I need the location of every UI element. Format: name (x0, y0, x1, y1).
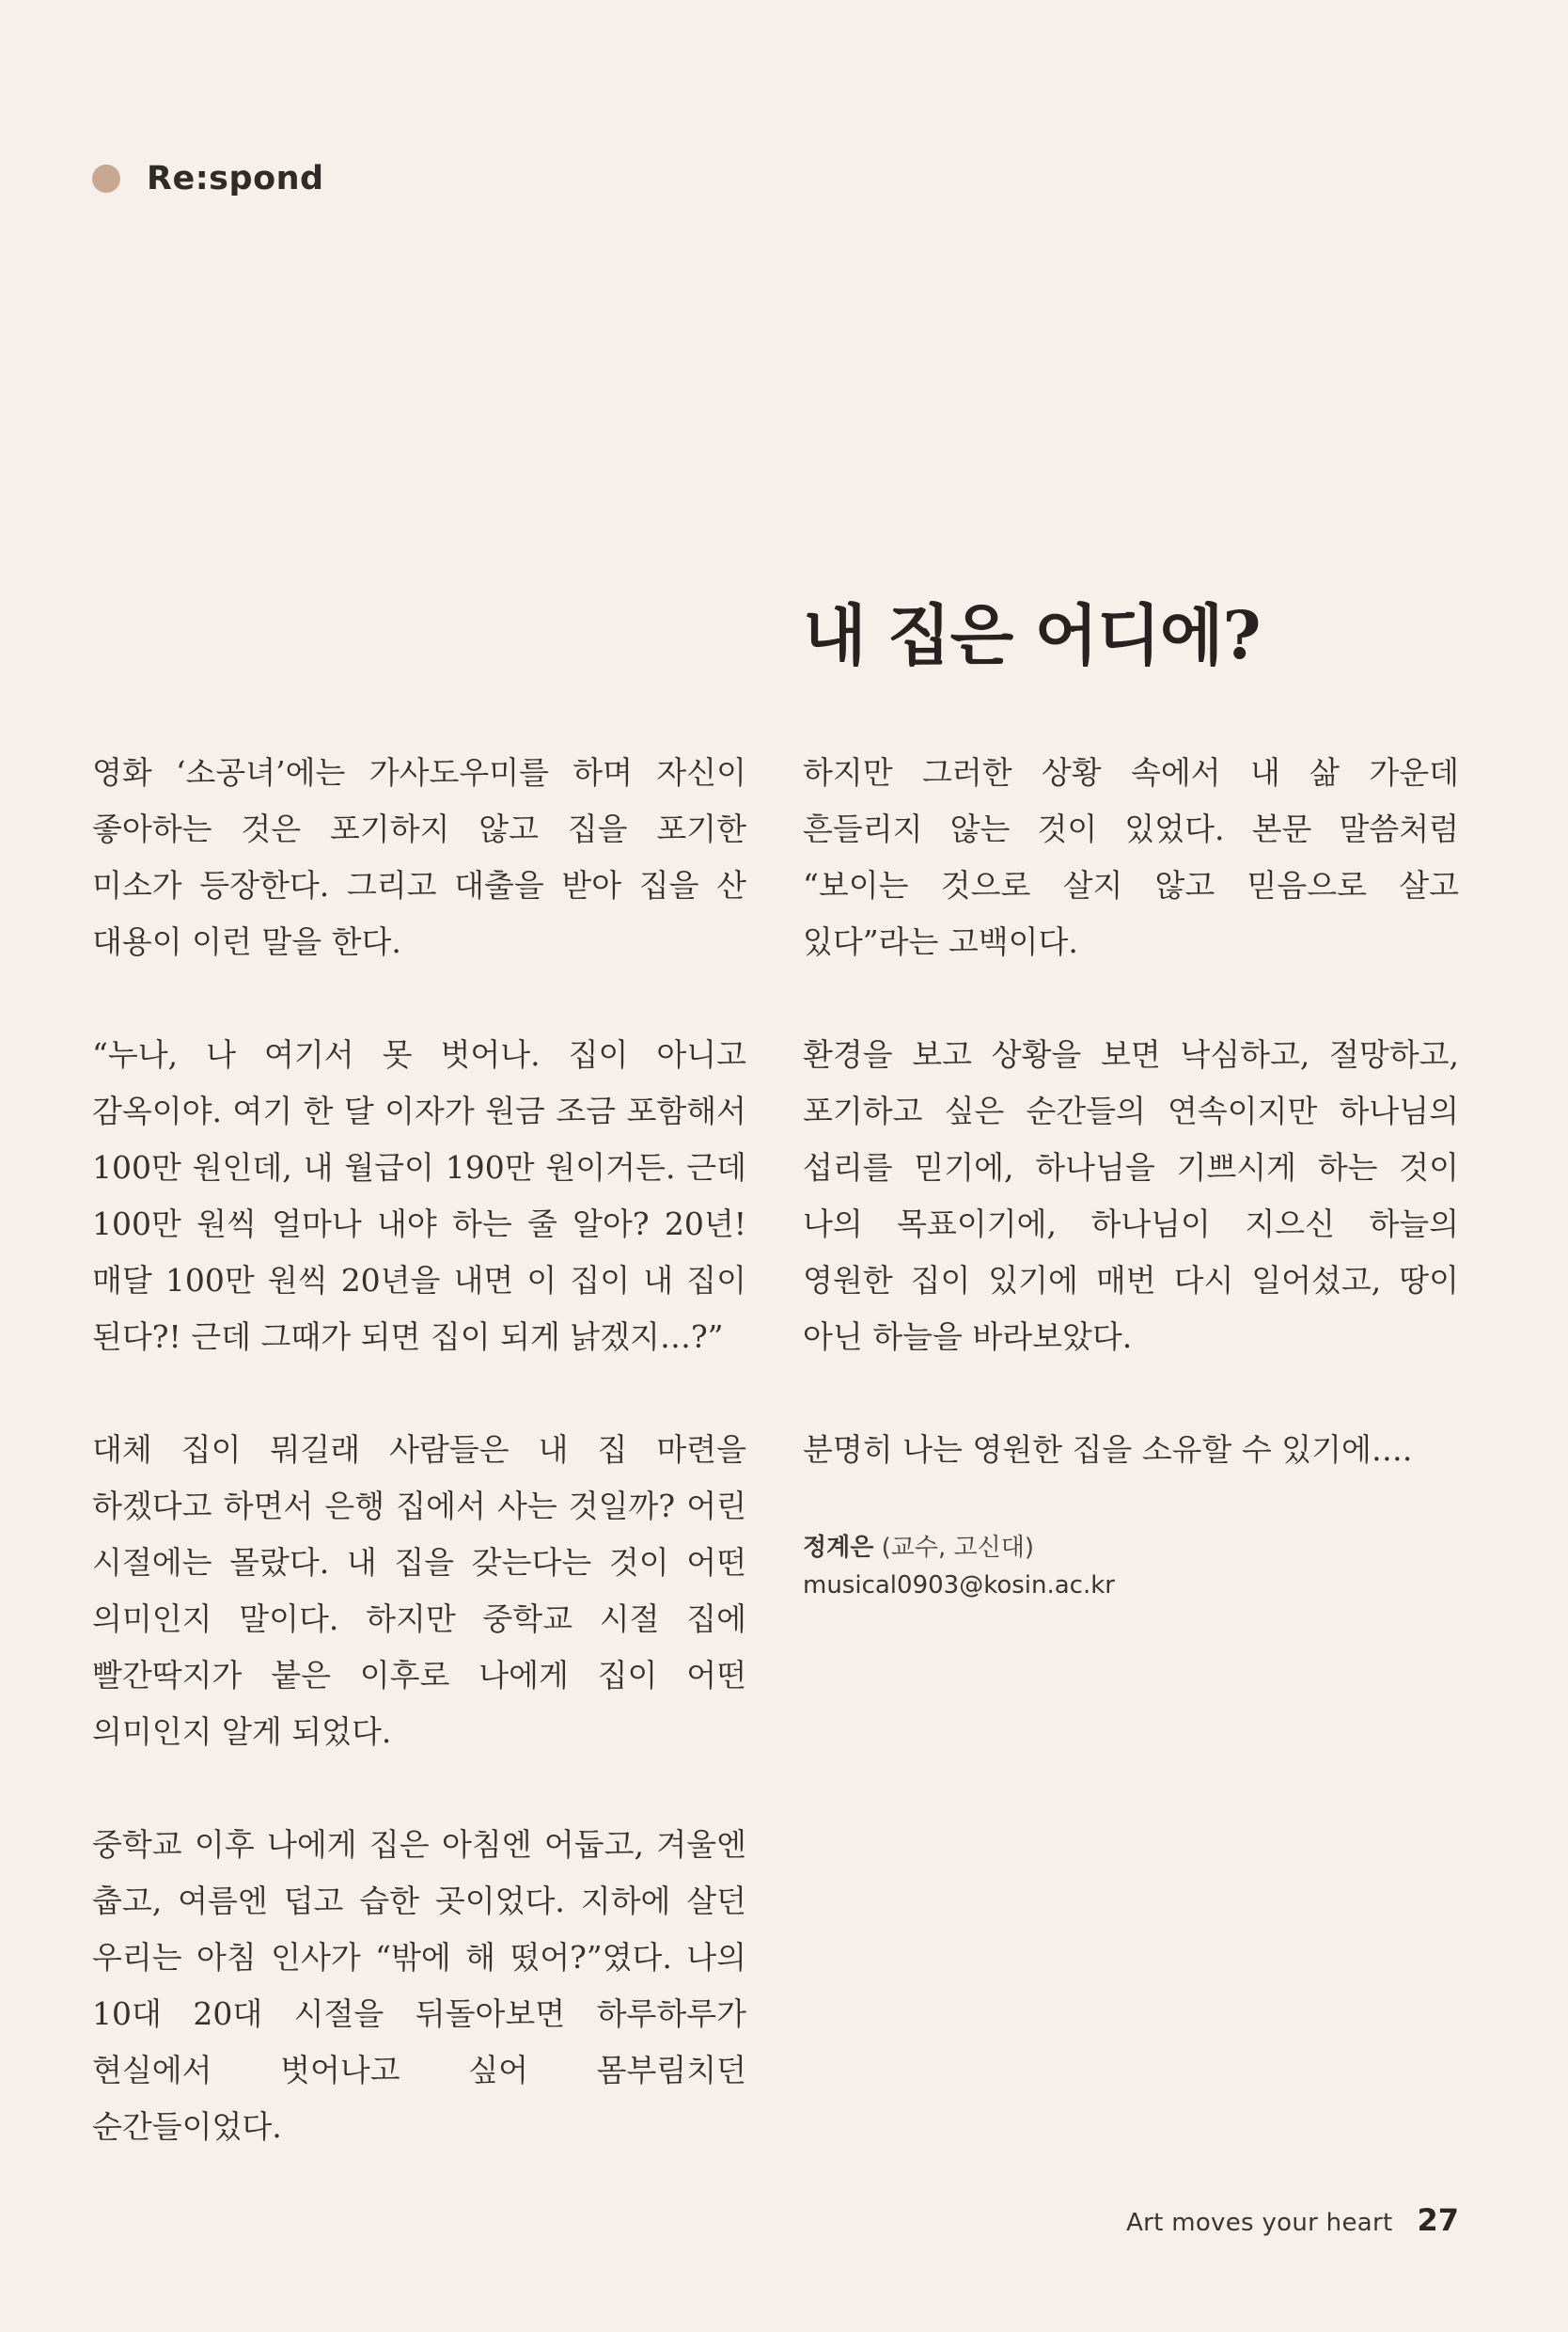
page-footer (1126, 2202, 1459, 2238)
page-number: 27 (1417, 2202, 1459, 2238)
footer-tagline: Art moves your heart (1126, 2209, 1393, 2237)
article-title: 내 집은 어디에? (803, 596, 1261, 674)
article-paragraph: 환경을 보고 상황을 보면 낙심하고, 절망하고, 포기하고 싶은 순간들의 연속이지만 하나님의 섭리를 믿기에, 하나님을 기쁘시게 하는 것이 나의 목표이기에, 하나님이 지으신 하늘의 영원한 집이 있기에 매번 다시 일어섰고, 땅이 아닌 하늘을 바라보았다. (803, 1036, 1459, 1355)
author-name: 정계은 (803, 1534, 874, 1562)
article-paragraph: 분명히 나는 영원한 집을 소유할 수 있기에…. (803, 1431, 1413, 1468)
article-paragraph: 하지만 그러한 상황 속에서 내 삶 가운데 흔들리지 않는 것이 있었다. 본문 말씀처럼 “보이는 것으로 살지 않고 믿음으로 살고 있다”라는 고백이다. (803, 754, 1459, 960)
article-paragraph: 영화 ‘소공녀’에는 가사도우미를 하며 자신이 좋아하는 것은 포기하지 않고 집을 포기한 미소가 등장한다. 그리고 대출을 받아 집을 산 대용이 이런 말을 한다. (92, 754, 746, 960)
circle-bullet-icon (92, 165, 120, 193)
article-paragraph: “누나, 나 여기서 못 벗어나. 집이 아니고 감옥이야. 여기 한 달 이자가 원금 조금 포함해서 100만 원인데, 내 월급이 190만 원이거든. 근데 100만 원씩 얼마나 내야 하는 줄 알아? 20년! 매달 100만 원씩 20년을 내면 이 집이 내 집이 된다?! 근데 그때가 되면 집이 되게 낡겠지…?” (92, 1036, 746, 1355)
article-paragraph: 중학교 이후 나에게 집은 아침엔 어둡고, 겨울엔 춥고, 여름엔 덥고 습한 곳이었다. 지하에 살던 우리는 아침 인사가 “밖에 해 떴어?”였다. 나의 10대 20대 시절을 뒤돌아보면 하루하루가 현실에서 벗어나고 싶어 몸부림치던 순간들이었다. (92, 1826, 746, 2145)
section-label: Re:spond (147, 160, 324, 197)
section-tag (92, 160, 324, 197)
article-column-left (92, 745, 746, 2212)
article-column-right (803, 745, 1459, 1604)
article-paragraph: 대체 집이 뭐길래 사람들은 내 집 마련을 하겠다고 하면서 은행 집에서 사는 것일까? 어린 시절에는 몰랐다. 내 집을 갖는다는 것이 어떤 의미인지 말이다. 하지만 중학교 시절 집에 빨간딱지가 붙은 이후로 나에게 집이 어떤 의미인지 알게 되었다. (92, 1431, 746, 1750)
author-affiliation: (교수, 고신대) (881, 1534, 1035, 1562)
author-email: musical0903@kosin.ac.kr (803, 1571, 1115, 1599)
author-byline (803, 1529, 1459, 1604)
